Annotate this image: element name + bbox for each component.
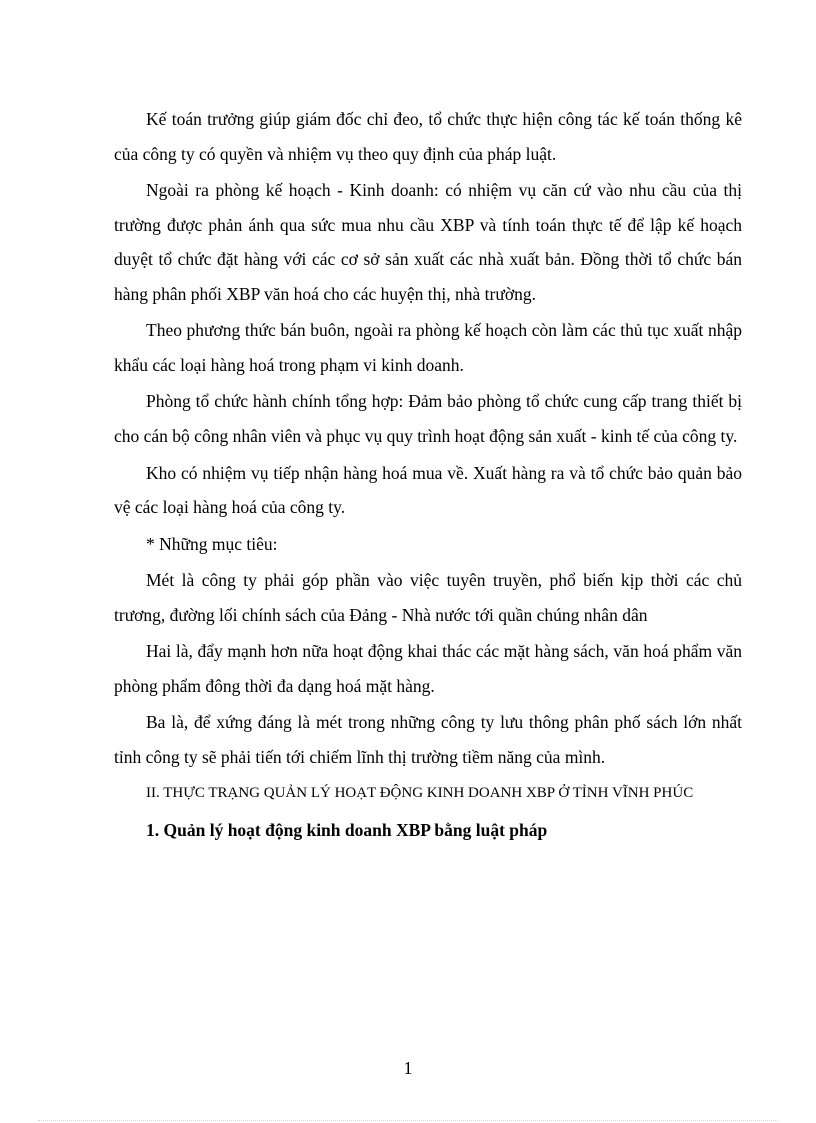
paragraph-objectives-label: * Những mục tiêu: [146,533,278,554]
document-body [114,102,742,847]
paragraph-objective-two: Hai là, đẩy mạnh hơn nữa hoạt động khai thác các mặt hàng sách, văn hoá phẩm văn phòng phẩm đông thời đa dạng hoá mặt hàng. [114,641,742,696]
subsection-heading: 1. Quản lý hoạt động kinh doanh XBP bằng luật pháp [146,819,548,840]
paragraph-objective-one: Mét là công ty phải góp phần vào việc tuyên truyền, phổ biến kịp thời các chủ trương, đường lối chính sách của Đảng - Nhà nước tới quần chúng nhân dân [114,570,742,625]
paragraph-objective-three: Ba là, để xứng đáng là mét trong những công ty lưu thông phân phố sách lớn nhất tỉnh công ty sẽ phải tiến tới chiếm lĩnh thị trường tiềm năng của mình. [114,712,742,767]
paragraph-administration: Phòng tổ chức hành chính tổng hợp: Đảm bảo phòng tổ chức cung cấp trang thiết bị cho cán bộ công nhân viên và phục vụ quy trình hoạt động sản xuất - kinh tế của công ty. [114,391,742,447]
paragraph-wholesale: Theo phương thức bán buôn, ngoài ra phòng kế hoạch còn làm các thủ tục xuất nhập khẩu các loại hàng hoá trong phạm vi kinh doanh. [114,320,742,375]
paragraph-planning-department: Ngoài ra phòng kế hoạch - Kinh doanh: có nhiệm vụ căn cứ vào nhu cầu của thị trường được phản ánh qua sức mua nhu cầu XBP và tính toán thực tế để lập kế hoạch duyệt tổ chức đặt hàng với các cơ sở sản xuất các nhà xuất bản. Đồng thời tổ chức bán hàng phân phối XBP văn hoá cho các huyện thị, nhà trường. [114,180,742,304]
page-number: 1 [403,1058,413,1078]
bottom-divider [38,1120,778,1121]
section-heading: II. THỰC TRẠNG QUẢN LÝ HOẠT ĐỘNG KINH DOANH XBP Ở TỈNH VĨNH PHÚC [146,785,694,802]
paragraph-chief-accountant: Kế toán trưởng giúp giám đốc chỉ đeo, tổ chức thực hiện công tác kế toán thống kê của công ty có quyền và nhiệm vụ theo quy định của pháp luật. [114,109,742,164]
paragraph-warehouse: Kho có nhiệm vụ tiếp nhận hàng hoá mua về. Xuất hàng ra và tổ chức bảo quản bảo vệ các loại hàng hoá của công ty. [114,462,742,518]
